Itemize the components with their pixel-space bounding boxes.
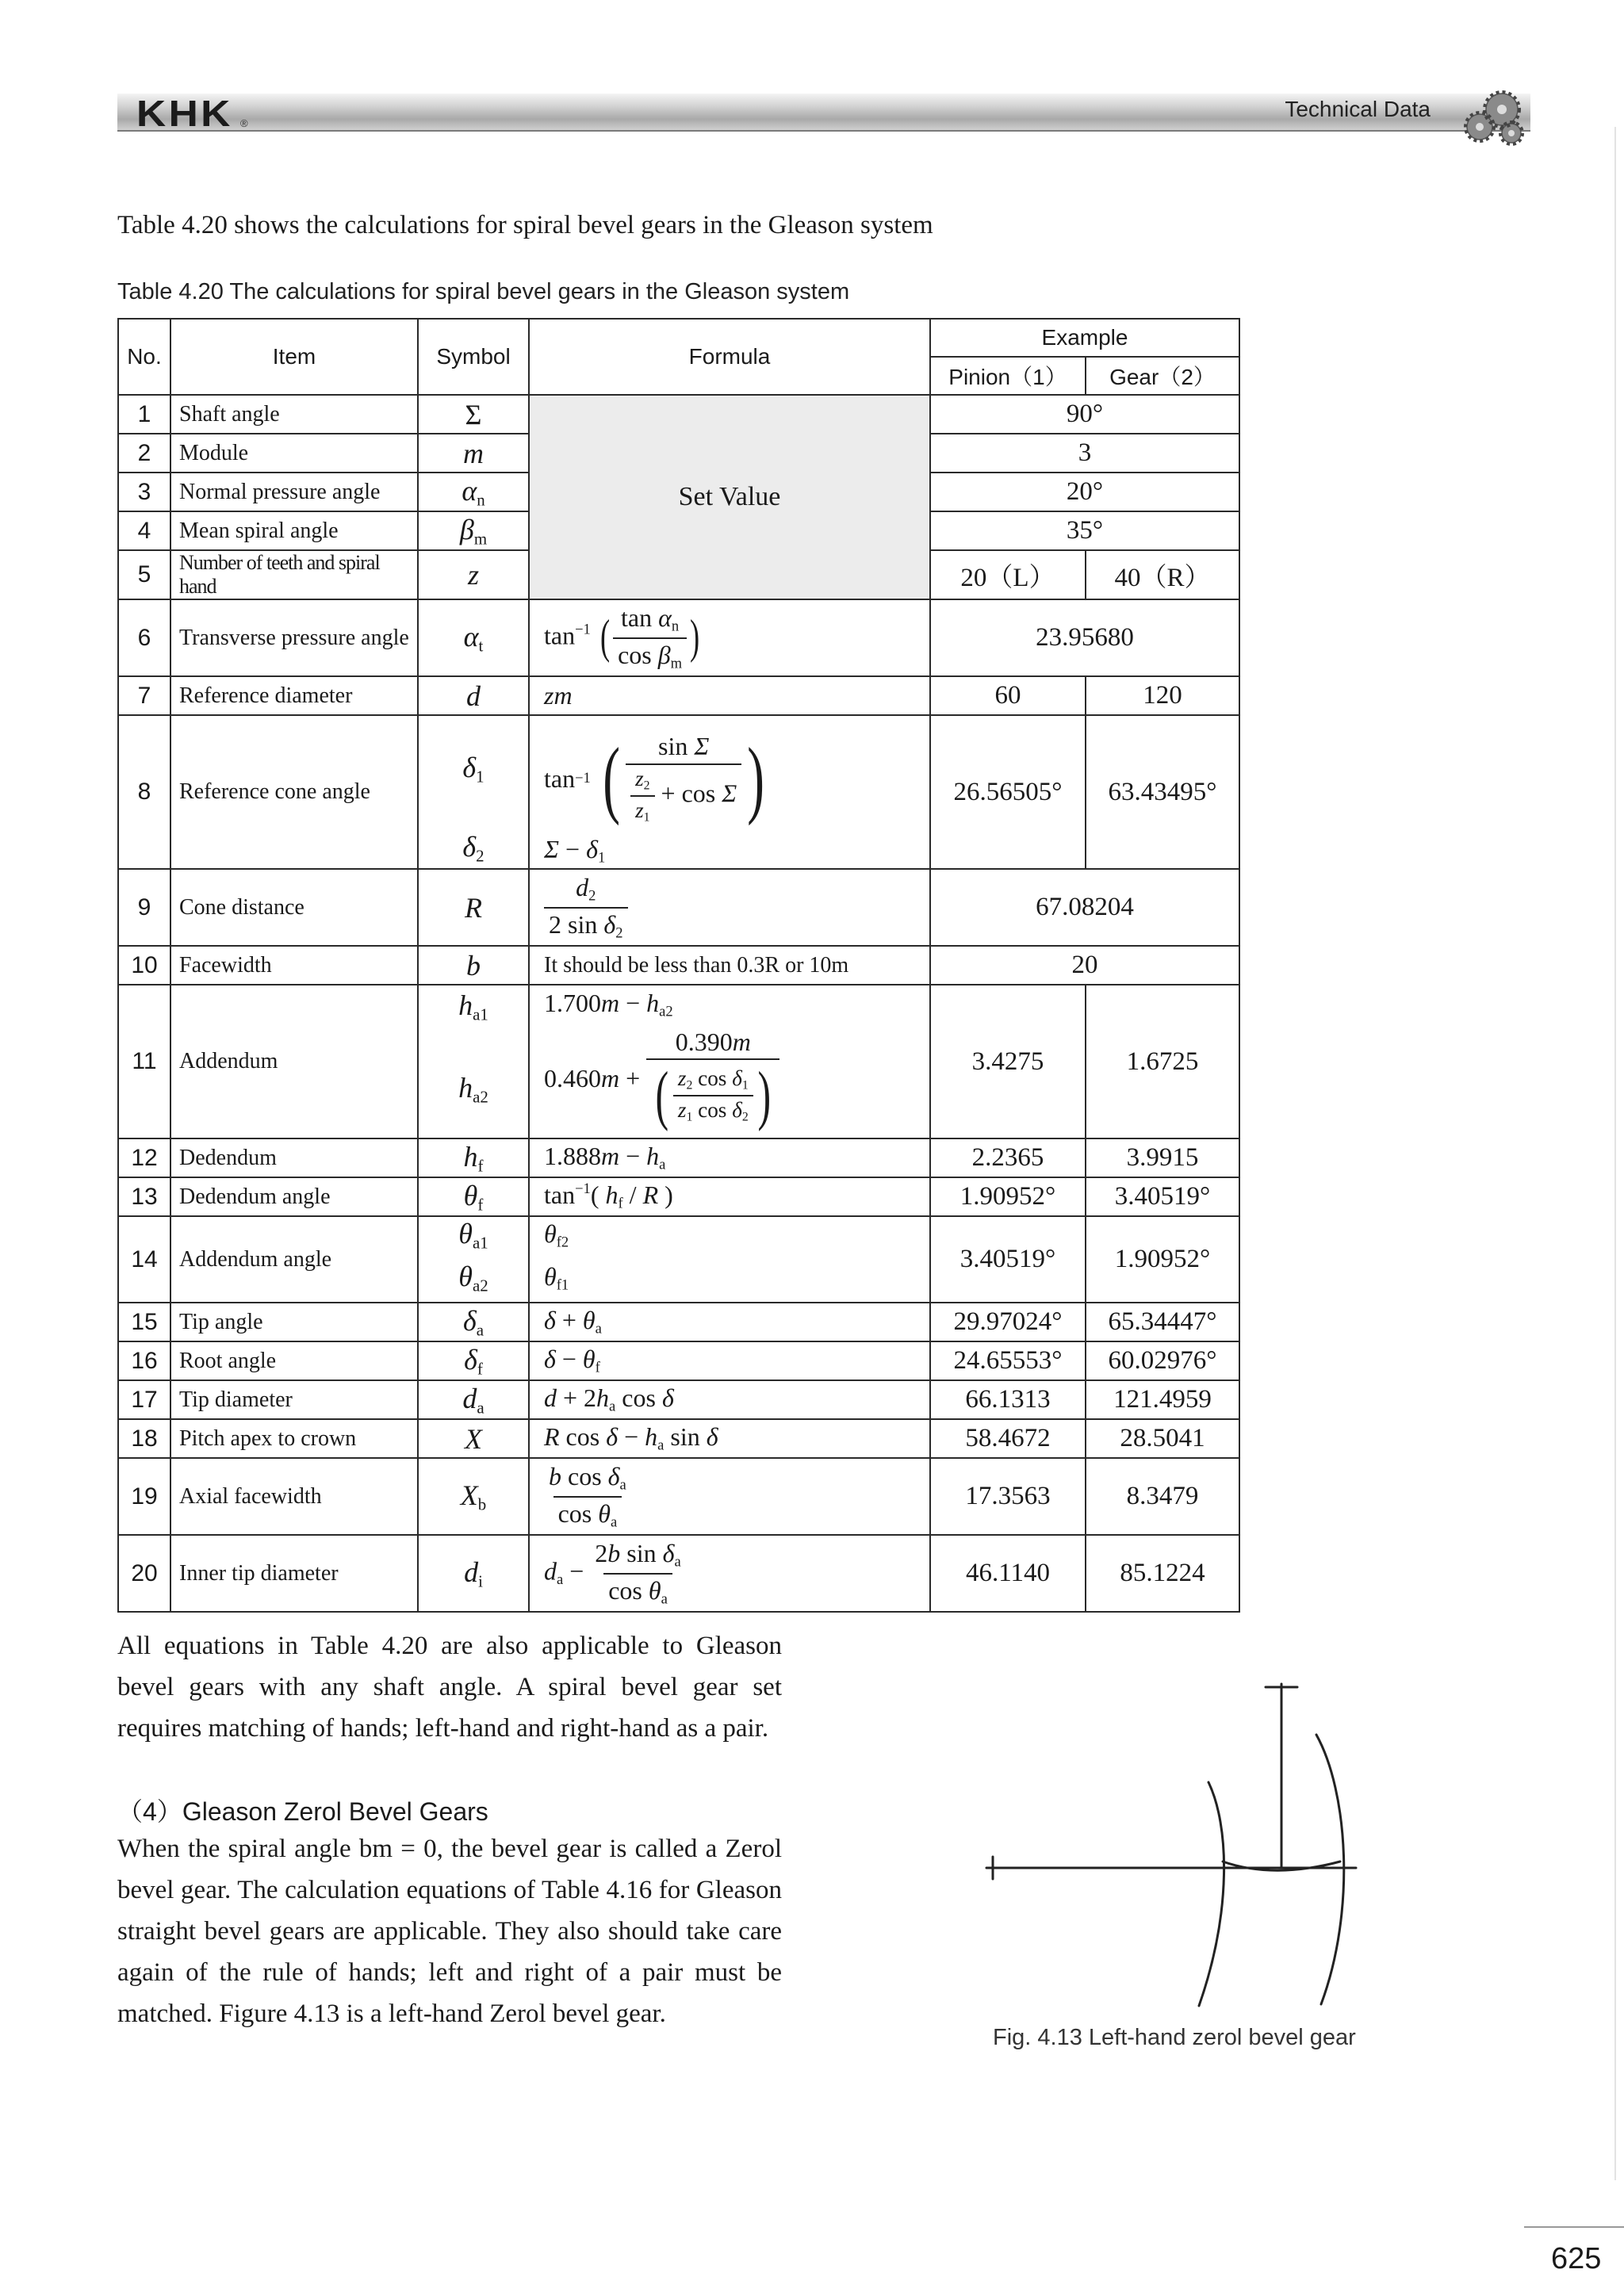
row-item: Mean spiral angle [170, 511, 418, 550]
header-example: Example [930, 319, 1239, 357]
row-no: 20 [118, 1535, 170, 1612]
paragraph-applicability: All equations in Table 4.20 are also applicable to Gleason bevel gears with any shaft angle. A spiral bevel gear set requires matching of hands; left-hand and right-hand as a pair. [117, 1632, 782, 1743]
row-symbol: X [418, 1419, 529, 1458]
row-no: 8 [118, 715, 170, 869]
row-gear: 8.3479 [1086, 1458, 1239, 1535]
table-row [118, 1138, 1239, 1177]
table-row [118, 599, 1239, 676]
row-no: 2 [118, 434, 170, 473]
table-row [118, 946, 1239, 985]
table-row [118, 1216, 1239, 1303]
figure-caption: Fig. 4.13 Left-hand zerol bevel gear [993, 2025, 1356, 2050]
row-formula: tan −1 ( sin Σ $\frac{z_2}{z_1}$ + cos Σ ) $\Sigma - \delta_1$ [529, 715, 930, 869]
row-item: Number of teeth and spiral hand [170, 550, 418, 599]
row-formula: $\tan^{-1}$( $h_f$ / R ) [529, 1177, 930, 1216]
table-caption: Table 4.20 The calculations for spiral bevel gears in the Gleason system [117, 279, 850, 304]
row-formula: $\theta_{f2}$ $\theta_{f1}$ [529, 1216, 930, 1303]
row-value: 35° [930, 511, 1239, 550]
row-symbol: $d_i$ [418, 1535, 529, 1612]
row-formula: zm [529, 676, 930, 715]
table-row [118, 1303, 1239, 1341]
row-no: 15 [118, 1303, 170, 1341]
row-no: 5 [118, 550, 170, 599]
row-formula: $\delta + \theta_a$ [529, 1303, 930, 1341]
row-no: 11 [118, 985, 170, 1138]
row-symbol: $h_{a1}$ $h_{a2}$ [418, 985, 529, 1138]
spiral-bevel-calc-table [117, 318, 1240, 1613]
row-gear: 63.43495° [1086, 715, 1239, 869]
table-row [118, 1458, 1239, 1535]
row-item: Inner tip diameter [170, 1535, 418, 1612]
table-row [118, 715, 1239, 869]
row-symbol: $d_a$ [418, 1380, 529, 1419]
table-row [118, 985, 1239, 1138]
row-pinion: 17.3563 [930, 1458, 1086, 1535]
row-no: 17 [118, 1380, 170, 1419]
row-pinion: 66.1313 [930, 1380, 1086, 1419]
row-formula: R $\cos \delta - h_a$ sin δ [529, 1419, 930, 1458]
header-formula: Formula [529, 319, 930, 395]
row-symbol: $\theta_f$ [418, 1177, 529, 1216]
row-formula: $1.700m - h_{a2}$ 0.460 m + 0.390m ( $\frac{z_2 \cos \delta_1}{z_1 \cos \delta_2}$ ) [529, 985, 930, 1138]
row-pinion: 24.65553° [930, 1341, 1086, 1380]
section-title-text: Gleason Zerol Bevel Gears [182, 1797, 488, 1826]
row-no: 6 [118, 599, 170, 676]
row-pinion: 58.4672 [930, 1419, 1086, 1458]
row-symbol: $X_b$ [418, 1458, 529, 1535]
header-pinion: Pinion（1） [930, 357, 1086, 395]
table-row [118, 395, 1239, 434]
row-item: Tip angle [170, 1303, 418, 1341]
row-item: Cone distance [170, 869, 418, 946]
row-formula: $\delta - \theta_f$ [529, 1341, 930, 1380]
row-symbol: $\theta_{a1}$ $\theta_{a2}$ [418, 1216, 529, 1303]
registered-mark: ® [240, 117, 248, 129]
row-pinion: 1.90952° [930, 1177, 1086, 1216]
page-edge-rule [1614, 127, 1616, 2180]
row-formula: $\frac{d_2}{2 \sin \delta_2}$ [529, 869, 930, 946]
row-pinion: 29.97024° [930, 1303, 1086, 1341]
row-symbol: d [418, 676, 529, 715]
row-item: Addendum angle [170, 1216, 418, 1303]
row-item: Transverse pressure angle [170, 599, 418, 676]
row-gear: 65.34447° [1086, 1303, 1239, 1341]
row-pinion: 3.40519° [930, 1216, 1086, 1303]
row-no: 12 [118, 1138, 170, 1177]
header-no: No. [118, 319, 170, 395]
row-formula: $\tan^{-1}$ ( $\frac{\tan \alpha_n}{\cos \beta_m}$ ) [529, 599, 930, 676]
row-value: 3 [930, 434, 1239, 473]
row-pinion: 46.1140 [930, 1535, 1086, 1612]
row-symbol: $\delta_f$ [418, 1341, 529, 1380]
row-formula: It should be less than 0.3R or 10m [529, 946, 930, 985]
row-no: 14 [118, 1216, 170, 1303]
row-no: 1 [118, 395, 170, 434]
row-value: 23.95680 [930, 599, 1239, 676]
page-number-rule [1524, 2226, 1624, 2228]
section-title: Technical Data [1285, 97, 1431, 121]
row-formula: $\frac{b \cos \delta_a}{\cos \theta_a}$ [529, 1458, 930, 1535]
row-symbol: $h_f$ [418, 1138, 529, 1177]
row-symbol: $\alpha_t$ [418, 599, 529, 676]
row-pinion: 3.4275 [930, 985, 1086, 1138]
row-item: Normal pressure angle [170, 473, 418, 511]
row-no: 10 [118, 946, 170, 985]
table-row [118, 1177, 1239, 1216]
section-number: （4） [117, 1797, 182, 1826]
row-gear: 121.4959 [1086, 1380, 1239, 1419]
row-item: Tip diameter [170, 1380, 418, 1419]
row-item: Facewidth [170, 946, 418, 985]
row-value: 20 [930, 946, 1239, 985]
row-gear: 28.5041 [1086, 1419, 1239, 1458]
page-number: 625 [1551, 2242, 1602, 2275]
intro-text: Table 4.20 shows the calculations for spiral bevel gears in the Gleason system [117, 211, 933, 239]
zerol-bevel-gear-figure [975, 1673, 1372, 2022]
paragraph-zerol: When the spiral angle bm = 0, the bevel gear is called a Zerol bevel gear. The calculation equations of Table 4.16 for Gleason straight bevel gears are applicable. They also should take care again of the rule of hands; left and right of a pair must be matched. Figure 4.13 is a left-hand Zerol bevel gear. [117, 1835, 782, 2028]
row-gear: 1.90952° [1086, 1216, 1239, 1303]
table-row [118, 869, 1239, 946]
row-symbol: $\delta_1$ $\delta_2$ [418, 715, 529, 869]
row-formula: $d_a$ − $\frac{2b \sin \delta_a}{\cos \theta_a}$ [529, 1535, 930, 1612]
row-formula: $1.888m - h_a$ [529, 1138, 930, 1177]
row-formula: $d + 2h_a$ cos δ [529, 1380, 930, 1419]
row-gear: 60.02976° [1086, 1341, 1239, 1380]
row-item: Dedendum [170, 1138, 418, 1177]
row-symbol: $\alpha_n$ [418, 473, 529, 511]
row-item: Root angle [170, 1341, 418, 1380]
section-heading [117, 1792, 488, 1828]
row-symbol: $\beta_m$ [418, 511, 529, 550]
header-gear: Gear（2） [1086, 357, 1239, 395]
row-item: Axial facewidth [170, 1458, 418, 1535]
table-row [118, 1341, 1239, 1380]
row-no: 7 [118, 676, 170, 715]
row-no: 9 [118, 869, 170, 946]
table-row [118, 676, 1239, 715]
row-value: 67.08204 [930, 869, 1239, 946]
header-item: Item [170, 319, 418, 395]
row-symbol: z [418, 550, 529, 599]
table-row [118, 1380, 1239, 1419]
row-gear: 1.6725 [1086, 985, 1239, 1138]
row-gear: 40（R） [1086, 550, 1239, 599]
row-item: Addendum [170, 985, 418, 1138]
row-no: 4 [118, 511, 170, 550]
row-gear: 85.1224 [1086, 1535, 1239, 1612]
row-value: 20° [930, 473, 1239, 511]
gear-cluster-icon [1453, 86, 1532, 149]
row-symbol: $\delta_a$ [418, 1303, 529, 1341]
row-pinion: 60 [930, 676, 1086, 715]
row-no: 19 [118, 1458, 170, 1535]
row-no: 13 [118, 1177, 170, 1216]
header-symbol: Symbol [418, 319, 529, 395]
row-item: Shaft angle [170, 395, 418, 434]
table-row [118, 1419, 1239, 1458]
row-symbol: Σ [418, 395, 529, 434]
khk-logo: KHK [136, 93, 233, 134]
row-gear: 3.40519° [1086, 1177, 1239, 1216]
row-no: 16 [118, 1341, 170, 1380]
row-item: Reference cone angle [170, 715, 418, 869]
row-symbol: R [418, 869, 529, 946]
row-pinion: 2.2365 [930, 1138, 1086, 1177]
row-item: Module [170, 434, 418, 473]
table-row [118, 1535, 1239, 1612]
row-symbol: m [418, 434, 529, 473]
set-value-cell: Set Value [529, 395, 930, 599]
row-pinion: 26.56505° [930, 715, 1086, 869]
row-no: 18 [118, 1419, 170, 1458]
row-symbol: b [418, 946, 529, 985]
row-pinion: 20（L） [930, 550, 1086, 599]
row-item: Dedendum angle [170, 1177, 418, 1216]
row-gear: 120 [1086, 676, 1239, 715]
row-no: 3 [118, 473, 170, 511]
row-gear: 3.9915 [1086, 1138, 1239, 1177]
row-item: Reference diameter [170, 676, 418, 715]
row-item: Pitch apex to crown [170, 1419, 418, 1458]
row-value: 90° [930, 395, 1239, 434]
